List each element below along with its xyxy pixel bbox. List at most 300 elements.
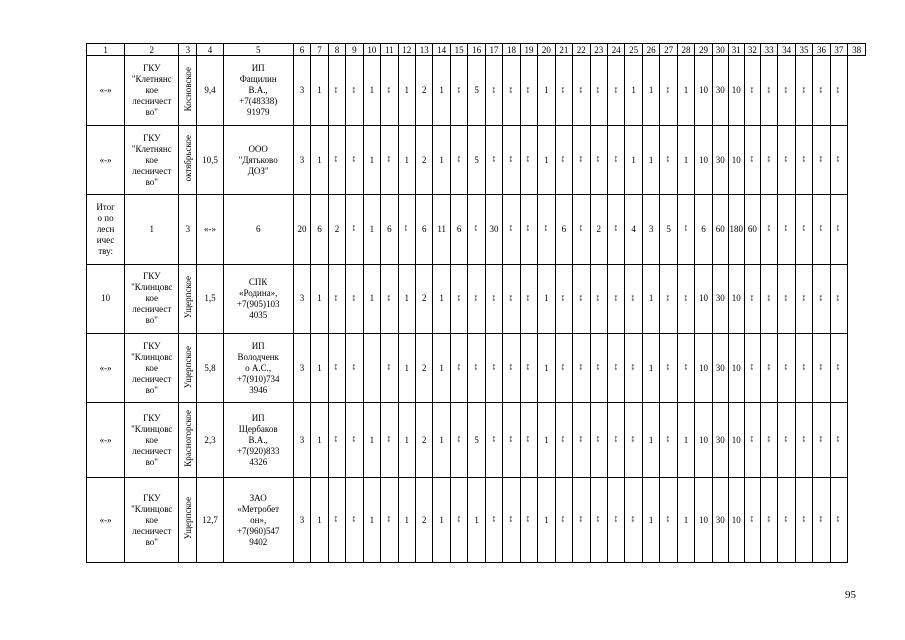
value-cell-text: «-»	[630, 294, 637, 302]
forestry-name-cell	[125, 264, 179, 333]
contact-cell-line: СПК	[248, 276, 268, 287]
value-cell-text: «-»	[765, 516, 772, 523]
value-cell-text: «-»	[490, 86, 497, 94]
value-cell	[485, 478, 502, 563]
forestry-name-cell-line: лесничест	[132, 525, 172, 536]
value-cell-text: «-»	[455, 516, 462, 523]
value-cell	[813, 478, 830, 563]
contact-cell-line: 91979	[246, 107, 270, 118]
value-cell	[660, 478, 677, 563]
value-cell	[795, 334, 812, 403]
value-cell	[520, 56, 537, 125]
header-cell: 18	[503, 44, 520, 56]
table-row	[87, 264, 866, 333]
value-cell-text: «-»	[577, 294, 584, 302]
value-cell-text: «-»	[525, 364, 532, 371]
header-cell: 12	[398, 44, 415, 56]
value-cell	[450, 478, 467, 563]
header-cell: 24	[607, 44, 624, 56]
value-cell-text: «-»	[783, 364, 790, 371]
contact-cell	[223, 334, 293, 403]
value-cell-text: «-»	[525, 156, 532, 163]
contact-cell-line: 4326	[249, 456, 268, 467]
value-cell-text: «-»	[333, 364, 340, 371]
value-cell: 30	[712, 56, 728, 125]
value-cell	[813, 56, 830, 125]
value-cell	[625, 478, 642, 563]
value-cell	[346, 56, 363, 125]
row-number-cell: 10	[87, 264, 125, 333]
value-cell	[503, 264, 520, 333]
value-cell-text: «-»	[783, 225, 790, 232]
value-cell-text: «-»	[350, 364, 357, 371]
row-number-cell: «-»	[87, 56, 125, 125]
value-cell: 10	[695, 403, 712, 478]
value-cell	[485, 334, 502, 403]
value-cell-text: «-»	[385, 364, 392, 371]
value-cell-text: «-»	[507, 294, 514, 302]
value-cell	[555, 56, 572, 125]
value-cell: 1	[642, 56, 659, 125]
value-cell: 10	[728, 334, 744, 403]
value-cell-text: «-»	[817, 516, 824, 523]
forestry-name-cell-line: кое	[145, 514, 159, 525]
value-cell	[660, 125, 677, 194]
forestry-name-cell-line: "Клинцовс	[131, 282, 173, 293]
value-cell	[381, 125, 398, 194]
value-cell	[660, 334, 677, 403]
value-cell: 30	[712, 478, 728, 563]
value-cell-text: «-»	[350, 436, 357, 443]
contact-cell-line: 3946	[249, 384, 268, 395]
value-cell: 30	[712, 334, 728, 403]
value-cell	[744, 264, 760, 333]
value-cell: 60	[744, 195, 760, 264]
value-cell	[520, 478, 537, 563]
forestry-name-cell-line: кое	[145, 434, 159, 445]
contact-cell-line: ООО	[248, 143, 268, 154]
header-cell: 27	[660, 44, 677, 56]
value-cell-text: «-»	[765, 86, 772, 94]
value-cell-text: «-»	[665, 86, 672, 94]
value-cell-text: «-»	[595, 364, 602, 371]
row-number-cell-line: Итог	[96, 201, 115, 212]
value-cell-text: «-»	[595, 436, 602, 443]
value-cell-text: «-»	[490, 156, 497, 163]
forestry-name-cell-line: "Клетнянс	[131, 74, 172, 85]
value-cell: 5	[468, 56, 485, 125]
row-number-cell-line: лесн	[96, 223, 115, 234]
contact-cell	[223, 403, 293, 478]
value-cell: 6	[450, 195, 467, 264]
value-cell	[503, 125, 520, 194]
header-cell: 31	[728, 44, 744, 56]
value-cell: 10	[695, 334, 712, 403]
area-cell: 2,3	[197, 403, 223, 478]
value-cell-text: «-»	[817, 436, 824, 443]
value-cell: 10	[695, 478, 712, 563]
forestry-name-cell-line: ГКУ	[143, 271, 161, 282]
value-cell	[555, 403, 572, 478]
value-cell	[830, 403, 847, 478]
value-cell	[830, 334, 847, 403]
value-cell-text: «-»	[835, 225, 842, 232]
contact-cell-line: +7(48338)	[239, 96, 278, 107]
value-cell	[744, 56, 760, 125]
header-cell: 4	[197, 44, 223, 56]
header-cell: 11	[381, 44, 398, 56]
value-cell-text: «-»	[765, 436, 772, 443]
value-cell: 1	[311, 478, 328, 563]
value-cell: 2	[416, 125, 433, 194]
value-cell: 1	[363, 125, 380, 194]
value-cell	[778, 478, 795, 563]
value-cell-text: «-»	[835, 436, 842, 443]
forestry-name-cell-line: во"	[145, 456, 158, 467]
value-cell	[607, 56, 624, 125]
value-cell-text: «-»	[800, 156, 807, 163]
value-cell	[813, 264, 830, 333]
forestry-name-cell-line: кое	[145, 293, 159, 304]
value-cell-text: «-»	[385, 436, 392, 443]
value-cell-text: «-»	[835, 156, 842, 163]
value-cell: 20	[293, 195, 310, 264]
district-cell: 3	[179, 195, 197, 264]
header-cell: 19	[520, 44, 537, 56]
value-cell-text: «-»	[835, 86, 842, 94]
value-cell	[744, 403, 760, 478]
value-cell	[795, 56, 812, 125]
value-cell	[607, 125, 624, 194]
value-cell	[778, 195, 795, 264]
value-cell	[346, 125, 363, 194]
value-cell-text: «-»	[490, 364, 497, 371]
value-cell-text: «-»	[612, 436, 619, 443]
value-cell	[503, 403, 520, 478]
value-cell-text: «-»	[612, 516, 619, 523]
row-number-cell	[87, 195, 125, 264]
value-cell	[328, 403, 345, 478]
value-cell-text: «-»	[350, 294, 357, 302]
header-cell: 15	[450, 44, 467, 56]
value-cell-text: «-»	[507, 364, 514, 371]
forestry-name-cell-line: лесничест	[132, 373, 172, 384]
value-cell: 10	[728, 478, 744, 563]
value-cell-text: «-»	[525, 225, 532, 232]
value-cell	[830, 56, 847, 125]
value-cell: 2	[416, 56, 433, 125]
value-cell-text: «-»	[490, 294, 497, 302]
value-cell	[520, 195, 537, 264]
contact-cell-line: он»,	[250, 514, 267, 525]
value-cell	[485, 56, 502, 125]
contact-cell-line: 9402	[249, 536, 268, 547]
value-cell	[346, 403, 363, 478]
value-cell-text: «-»	[748, 436, 755, 443]
value-cell: 2	[416, 264, 433, 333]
value-cell	[485, 125, 502, 194]
value-cell	[795, 403, 812, 478]
value-cell: 30	[712, 403, 728, 478]
value-cell-text: «-»	[817, 225, 824, 232]
value-cell	[485, 264, 502, 333]
forestry-name-cell-line: "Клетнянс	[131, 143, 172, 154]
value-cell	[830, 125, 847, 194]
value-cell	[660, 264, 677, 333]
value-cell	[607, 264, 624, 333]
value-cell: 1	[398, 125, 415, 194]
header-cell: 9	[346, 44, 363, 56]
value-cell-text: «-»	[507, 156, 514, 163]
forestry-name-cell	[125, 334, 179, 403]
header-cell: 36	[813, 44, 830, 56]
header-cell: 13	[416, 44, 433, 56]
contact-cell-line: «Метробет	[237, 503, 280, 514]
value-cell	[363, 334, 380, 403]
value-cell-text: «-»	[817, 156, 824, 163]
value-cell	[760, 264, 777, 333]
area-cell: 5,8	[197, 334, 223, 403]
value-cell	[830, 264, 847, 333]
value-cell: 1	[677, 56, 694, 125]
header-cell: 23	[590, 44, 607, 56]
value-cell-text: «-»	[748, 294, 755, 302]
contact-cell-line: Щербаков	[238, 423, 278, 434]
value-cell: 1	[363, 56, 380, 125]
value-cell-text: «-»	[595, 156, 602, 163]
value-cell	[381, 403, 398, 478]
row-number-cell-line: ичес	[96, 234, 115, 245]
value-cell: 4	[625, 195, 642, 264]
value-cell: 1	[433, 403, 450, 478]
header-cell: 21	[555, 44, 572, 56]
value-cell-text: «-»	[665, 294, 672, 302]
value-cell	[778, 334, 795, 403]
value-cell	[795, 195, 812, 264]
value-cell	[328, 334, 345, 403]
value-cell: 1	[538, 334, 555, 403]
value-cell: 30	[712, 264, 728, 333]
value-cell: 2	[416, 334, 433, 403]
value-cell: 1	[677, 403, 694, 478]
value-cell: 1	[677, 478, 694, 563]
value-cell: 1	[642, 125, 659, 194]
area-cell: 9,4	[197, 56, 223, 125]
value-cell	[346, 264, 363, 333]
value-cell: 1	[311, 125, 328, 194]
value-cell	[573, 478, 590, 563]
forestry-name-cell-line: ГКУ	[143, 63, 161, 74]
forestry-name-cell-line: лесничест	[132, 165, 172, 176]
value-cell-text: «-»	[800, 225, 807, 232]
value-cell-text: «-»	[455, 86, 462, 94]
district-cell	[179, 478, 197, 563]
value-cell	[520, 403, 537, 478]
forestry-name-cell-line: во"	[145, 107, 158, 118]
value-cell: 1	[538, 403, 555, 478]
value-cell	[450, 403, 467, 478]
value-cell: 5	[468, 403, 485, 478]
header-cell: 33	[760, 44, 777, 56]
value-cell-text: «-»	[385, 86, 392, 94]
forestry-name-cell-line: ГКУ	[143, 412, 161, 423]
forestry-name-cell-line: во"	[145, 536, 158, 547]
value-cell: 3	[293, 478, 310, 563]
value-cell	[346, 334, 363, 403]
table-row	[87, 125, 866, 194]
value-cell	[760, 403, 777, 478]
value-cell-text: «-»	[455, 436, 462, 443]
table-row	[87, 334, 866, 403]
value-cell-text: «-»	[765, 294, 772, 302]
table-row	[87, 478, 866, 563]
value-cell: 30	[485, 195, 502, 264]
row-number-cell: «-»	[87, 334, 125, 403]
value-cell: 1	[538, 56, 555, 125]
value-cell	[625, 334, 642, 403]
forestry-name-cell-line: во"	[145, 384, 158, 395]
value-cell-text: «-»	[800, 294, 807, 302]
value-cell-text: «-»	[682, 294, 689, 302]
value-cell-text: «-»	[525, 436, 532, 443]
forestry-name-cell	[125, 195, 179, 264]
value-cell-text: «-»	[577, 225, 584, 232]
value-cell-text: «-»	[333, 516, 340, 523]
value-cell	[346, 195, 363, 264]
value-cell	[468, 264, 485, 333]
header-cell: 3	[179, 44, 197, 56]
value-cell-text: «-»	[333, 86, 340, 94]
value-cell	[450, 334, 467, 403]
value-cell	[813, 334, 830, 403]
header-cell: 34	[778, 44, 795, 56]
value-cell-text: «-»	[783, 156, 790, 163]
value-cell-text: «-»	[577, 516, 584, 523]
value-cell-text: «-»	[507, 436, 514, 443]
forestry-name-cell-line: во"	[145, 176, 158, 187]
table-row	[87, 403, 866, 478]
value-cell: 1	[363, 403, 380, 478]
forestry-name-cell-line: ГКУ	[143, 492, 161, 503]
value-cell	[760, 334, 777, 403]
value-cell	[450, 264, 467, 333]
value-cell	[573, 403, 590, 478]
value-cell-text: «-»	[612, 364, 619, 371]
value-cell-text: «-»	[350, 86, 357, 94]
header-cell: 14	[433, 44, 450, 56]
value-cell-text: «-»	[817, 364, 824, 371]
value-cell	[677, 264, 694, 333]
forestry-name-cell	[125, 125, 179, 194]
value-cell	[813, 403, 830, 478]
value-cell: 1	[398, 56, 415, 125]
value-cell-text: «-»	[507, 86, 514, 94]
header-cell: 6	[293, 44, 310, 56]
value-cell	[677, 334, 694, 403]
value-cell	[607, 334, 624, 403]
contact-cell-line: 4035	[249, 309, 268, 320]
contact-cell-line: ДОЗ"	[247, 165, 269, 176]
contact-cell-line: ИП	[251, 340, 265, 351]
value-cell: 1	[433, 125, 450, 194]
value-cell-text: «-»	[630, 364, 637, 371]
value-cell	[381, 334, 398, 403]
row-number-cell: «-»	[87, 403, 125, 478]
value-cell-text: «-»	[350, 156, 357, 163]
contact-cell-line: ИП	[251, 63, 265, 74]
table-row	[87, 195, 866, 264]
value-cell-text: «-»	[455, 294, 462, 302]
value-cell	[573, 125, 590, 194]
value-cell: 2	[416, 478, 433, 563]
contact-cell-line: 6	[255, 223, 261, 234]
contact-cell-line: о А.С.,	[245, 362, 272, 373]
value-cell-text: «-»	[765, 225, 772, 232]
value-cell	[590, 478, 607, 563]
table-row	[87, 56, 866, 125]
value-cell-text: «-»	[333, 156, 340, 163]
value-cell: 1	[398, 403, 415, 478]
value-cell: 3	[293, 56, 310, 125]
value-cell	[381, 56, 398, 125]
value-cell: 1	[625, 56, 642, 125]
value-cell	[760, 478, 777, 563]
value-cell-text: «-»	[783, 436, 790, 443]
value-cell: 10	[728, 56, 744, 125]
value-cell-text: «-»	[490, 436, 497, 443]
value-cell-text: «-»	[333, 436, 340, 443]
value-cell: 1	[433, 56, 450, 125]
value-cell	[450, 56, 467, 125]
district-cell	[179, 264, 197, 333]
value-cell-text: «-»	[835, 294, 842, 302]
value-cell: 3	[293, 125, 310, 194]
value-cell-text: «-»	[577, 364, 584, 371]
district-cell-text: Ущерпское	[182, 345, 193, 388]
value-cell	[760, 56, 777, 125]
value-cell	[328, 56, 345, 125]
value-cell-text: «-»	[630, 516, 637, 523]
value-cell-text: «-»	[800, 364, 807, 371]
value-cell-text: «-»	[665, 364, 672, 371]
value-cell: 1	[642, 264, 659, 333]
district-cell	[179, 403, 197, 478]
header-cell: 29	[695, 44, 712, 56]
value-cell	[328, 478, 345, 563]
value-cell-text: «-»	[385, 156, 392, 163]
forestry-name-cell	[125, 56, 179, 125]
value-cell-text: «-»	[835, 364, 842, 371]
value-cell: 1	[538, 125, 555, 194]
value-cell-text: «-»	[577, 436, 584, 443]
value-cell: 10	[695, 264, 712, 333]
district-cell	[179, 334, 197, 403]
district-cell-text: октябрьское	[182, 135, 193, 182]
header-cell: 7	[311, 44, 328, 56]
header-cell: 35	[795, 44, 812, 56]
value-cell: 6	[555, 195, 572, 264]
value-cell-text: «-»	[577, 156, 584, 163]
value-cell	[760, 195, 777, 264]
value-cell	[625, 403, 642, 478]
value-cell-text: «-»	[455, 156, 462, 163]
value-cell: 5	[468, 125, 485, 194]
value-cell-text: «-»	[783, 516, 790, 523]
area-cell: 10,5	[197, 125, 223, 194]
value-cell	[744, 125, 760, 194]
value-cell	[778, 125, 795, 194]
value-cell: 3	[293, 264, 310, 333]
